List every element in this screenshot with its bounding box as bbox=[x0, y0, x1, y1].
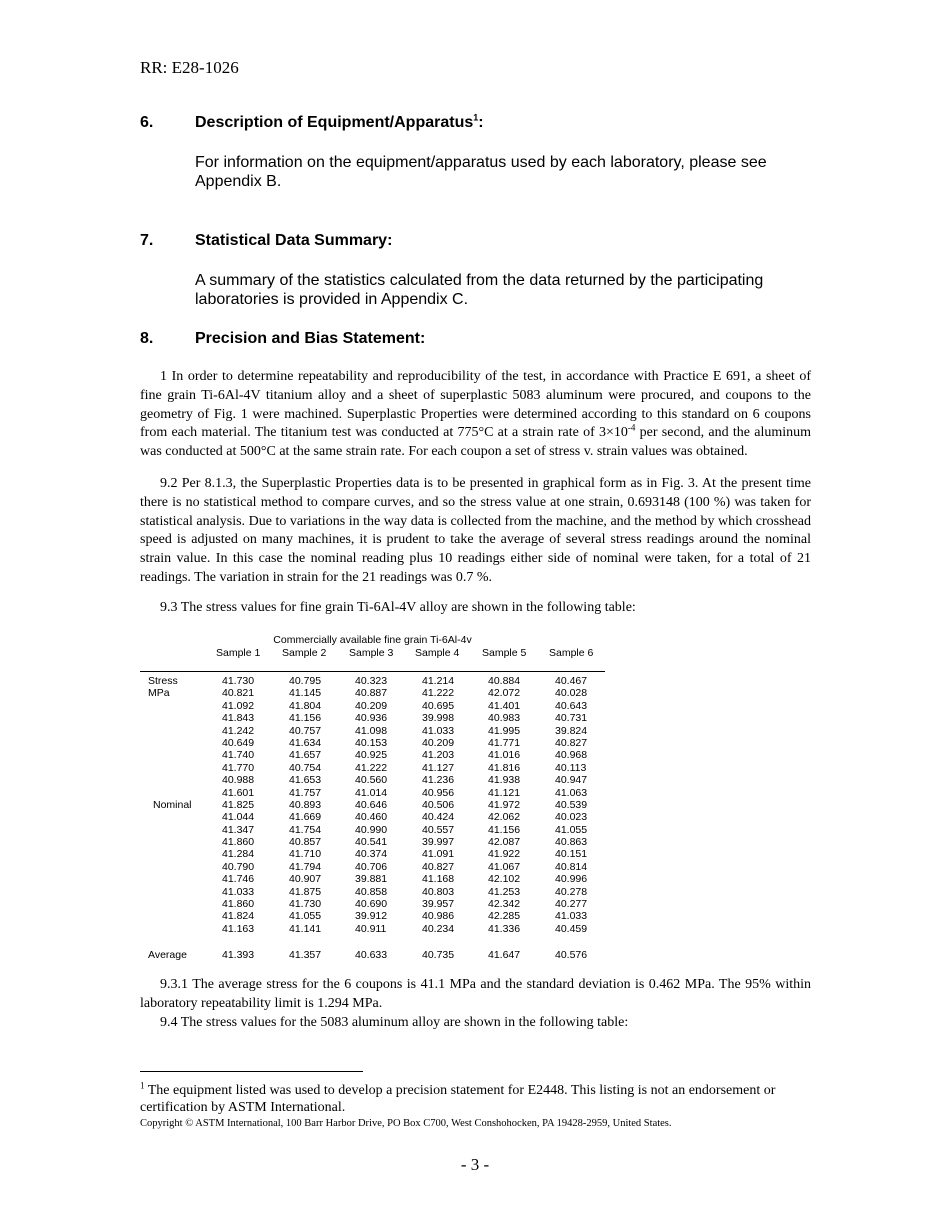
paragraph-9-3: 9.3 The stress values for fine grain Ti-6Al-4V alloy are shown in the following table: bbox=[160, 600, 636, 615]
table-row bbox=[140, 848, 605, 860]
table-body bbox=[140, 675, 605, 935]
table-cell: 40.506 bbox=[422, 798, 455, 811]
table-cell: 39.912 bbox=[355, 910, 388, 923]
table-cell: 40.947 bbox=[555, 774, 588, 787]
table-cell: 41.014 bbox=[355, 786, 388, 799]
table-cell: 40.113 bbox=[555, 761, 587, 774]
table-cell: 40.459 bbox=[555, 922, 588, 935]
table-cell: 41.730 bbox=[222, 675, 255, 687]
table-cell: 40.803 bbox=[422, 885, 455, 898]
row-label: Nominal bbox=[153, 798, 192, 811]
paragraph-9-3-1: 9.3.1 The average stress for the 6 coupons is 41.1 MPa and the standard deviation is 0.462 MPa. The 95% within laboratory repeatability limit is 1.294 MPa. bbox=[140, 977, 811, 1011]
table-row bbox=[140, 712, 605, 724]
table-cell: 41.055 bbox=[289, 910, 322, 923]
table-cell: 40.968 bbox=[555, 749, 588, 762]
table-cell: 40.925 bbox=[355, 749, 388, 762]
table-cell: 40.646 bbox=[355, 798, 388, 811]
table-cell: 41.746 bbox=[222, 873, 255, 886]
table-cell: 41.121 bbox=[488, 786, 521, 799]
table-cell: 42.062 bbox=[488, 811, 521, 824]
table-cell: 40.374 bbox=[355, 848, 388, 861]
table-cell: 42.102 bbox=[488, 873, 521, 886]
table-row bbox=[140, 749, 605, 761]
table-cell: 41.044 bbox=[222, 811, 255, 824]
table-cell: 40.757 bbox=[289, 724, 322, 737]
table-cell: 40.541 bbox=[355, 836, 388, 849]
table-cell: 39.997 bbox=[422, 836, 455, 849]
table-cell: 41.203 bbox=[422, 749, 455, 762]
table-cell: 41.033 bbox=[422, 724, 455, 737]
average-cell: 40.633 bbox=[355, 949, 388, 961]
table-cell: 40.814 bbox=[555, 860, 588, 873]
table-cell: 40.907 bbox=[289, 873, 322, 886]
table-cell: 41.804 bbox=[289, 699, 322, 712]
table-row bbox=[140, 774, 605, 786]
table-row bbox=[140, 824, 605, 836]
table-row bbox=[140, 762, 605, 774]
table-row bbox=[140, 836, 605, 848]
table-cell: 41.214 bbox=[422, 675, 455, 687]
table-cell: 41.938 bbox=[488, 774, 521, 787]
table-cell: 42.087 bbox=[488, 836, 521, 849]
table-cell: 41.033 bbox=[222, 885, 255, 898]
table-row bbox=[140, 737, 605, 749]
table-cell: 40.643 bbox=[555, 699, 588, 712]
table-cell: 41.669 bbox=[289, 811, 322, 824]
table-row bbox=[140, 898, 605, 910]
paragraph-9-2: 9.2 Per 8.1.3, the Superplastic Properties data is to be presented in graphical form as in Fig. 3. At the present time there is no statistical method to compare curves, and so the stress value at one strain, 0.693148 (100 %) was taken for statistical analysis. Due to variations in the way data is collected from the machine, and the method by which crosshead speed is adjusted on many machines, it is prudent to take the average of several stress readings around the nominal strain value. In this case the nominal reading plus 10 readings either side of nominal were taken, for a total of 21 readings. The variation in strain for the 21 readings was 0.7 %. bbox=[140, 476, 811, 585]
table-cell: 41.995 bbox=[488, 724, 521, 737]
table-cell: 41.336 bbox=[488, 922, 521, 935]
table-cell: 40.996 bbox=[555, 873, 588, 886]
table-cell: 40.956 bbox=[422, 786, 455, 799]
table-cell: 40.424 bbox=[422, 811, 455, 824]
average-cell: 40.576 bbox=[555, 949, 588, 961]
table-cell: 40.988 bbox=[222, 774, 255, 787]
table-cell: 39.881 bbox=[355, 873, 388, 886]
table-cell: 41.127 bbox=[422, 761, 455, 774]
table-cell: 41.875 bbox=[289, 885, 322, 898]
table-cell: 39.957 bbox=[422, 898, 455, 911]
table-cell: 40.827 bbox=[422, 860, 455, 873]
table-cell: 41.092 bbox=[222, 699, 255, 712]
table-cell: 41.601 bbox=[222, 786, 255, 799]
section-7-title: Statistical Data Summary: bbox=[195, 232, 393, 249]
table-row bbox=[140, 687, 605, 699]
table-cell: 40.649 bbox=[222, 736, 255, 749]
table-cell: 41.824 bbox=[222, 910, 255, 923]
footnote: $^1$ The equipment listed was used to develop a precision statement for E2448. This listing is not an endorsement or certification by ASTM International. bbox=[140, 1080, 776, 1115]
table-cell: 41.347 bbox=[222, 823, 255, 836]
table-cell: 40.153 bbox=[355, 736, 388, 749]
table-row bbox=[140, 923, 605, 935]
table-cell: 40.857 bbox=[289, 836, 322, 849]
table-cell: 40.731 bbox=[555, 712, 588, 725]
paragraph-9-4: 9.4 The stress values for the 5083 aluminum alloy are shown in the following table: bbox=[160, 1015, 629, 1030]
table-cell: 40.467 bbox=[555, 675, 588, 687]
table-cell: 42.072 bbox=[488, 687, 521, 700]
table-cell: 40.539 bbox=[555, 798, 588, 811]
table-cell: 40.827 bbox=[555, 736, 588, 749]
table-cell: 40.884 bbox=[488, 675, 521, 687]
header-sample-6: Sample 6 bbox=[549, 647, 594, 659]
average-cell: 41.357 bbox=[289, 949, 322, 961]
table-cell: 41.816 bbox=[488, 761, 521, 774]
table-cell: 41.222 bbox=[422, 687, 455, 700]
table-cell: 40.323 bbox=[355, 675, 388, 687]
table-row bbox=[140, 886, 605, 898]
section-8-title: Precision and Bias Statement: bbox=[195, 330, 426, 347]
table-cell: 41.770 bbox=[222, 761, 255, 774]
table-cell: 41.860 bbox=[222, 898, 255, 911]
table-cell: 41.401 bbox=[488, 699, 521, 712]
table-cell: 40.790 bbox=[222, 860, 255, 873]
table-row bbox=[140, 811, 605, 823]
document-id: RR: E28-1026 bbox=[140, 58, 239, 77]
section-6-title: Description of Equipment/Apparatus$^1$: bbox=[195, 112, 484, 131]
row-label: MPa bbox=[148, 687, 170, 700]
header-sample-2: Sample 2 bbox=[282, 647, 327, 659]
table-cell: 40.754 bbox=[289, 761, 322, 774]
table-cell: 41.710 bbox=[289, 848, 322, 861]
table-cell: 41.653 bbox=[289, 774, 322, 787]
table-cell: 41.284 bbox=[222, 848, 255, 861]
table-cell: 41.067 bbox=[488, 860, 521, 873]
table-cell: 41.972 bbox=[488, 798, 521, 811]
table-cell: 41.033 bbox=[555, 910, 588, 923]
table-cell: 40.690 bbox=[355, 898, 388, 911]
table-cell: 40.983 bbox=[488, 712, 521, 725]
table-cell: 41.860 bbox=[222, 836, 255, 849]
table-row bbox=[140, 725, 605, 737]
table-cell: 40.028 bbox=[555, 687, 588, 700]
table-row bbox=[140, 675, 605, 687]
table-cell: 41.222 bbox=[355, 761, 388, 774]
table-cell: 40.986 bbox=[422, 910, 455, 923]
table-row bbox=[140, 799, 605, 811]
section-6-number: 6. bbox=[140, 114, 154, 131]
section-7-body: A summary of the statistics calculated from the data returned by the participating laboratories is provided in Appendix C. bbox=[195, 272, 764, 308]
row-label: Stress bbox=[148, 675, 178, 687]
average-label: Average bbox=[148, 949, 187, 961]
table-cell: 40.209 bbox=[422, 736, 455, 749]
header-sample-4: Sample 4 bbox=[415, 647, 460, 659]
table-row bbox=[140, 861, 605, 873]
table-cell: 40.795 bbox=[289, 675, 322, 687]
table-cell: 41.145 bbox=[289, 687, 322, 700]
header-sample-1: Sample 1 bbox=[216, 647, 261, 659]
table-cell: 41.168 bbox=[422, 873, 455, 886]
table-cell: 41.657 bbox=[289, 749, 322, 762]
average-cell: 41.393 bbox=[222, 949, 255, 961]
table-cell: 41.757 bbox=[289, 786, 322, 799]
table-row bbox=[140, 910, 605, 922]
table-row bbox=[140, 787, 605, 799]
average-cell: 41.647 bbox=[488, 949, 521, 961]
table-cell: 40.023 bbox=[555, 811, 588, 824]
table-cell: 41.163 bbox=[222, 922, 255, 935]
table-cell: 40.858 bbox=[355, 885, 388, 898]
table-cell: 41.794 bbox=[289, 860, 322, 873]
table-cell: 41.091 bbox=[422, 848, 455, 861]
table-cell: 40.893 bbox=[289, 798, 322, 811]
footnote-rule bbox=[140, 1071, 363, 1072]
table-row bbox=[140, 873, 605, 885]
table-cell: 41.843 bbox=[222, 712, 255, 725]
section-6-body: For information on the equipment/apparatus used by each laboratory, please see Appendix B. bbox=[195, 154, 767, 190]
table-cell: 39.824 bbox=[555, 724, 588, 737]
table-cell: 41.063 bbox=[555, 786, 588, 799]
section-8-number: 8. bbox=[140, 330, 154, 347]
table-cell: 40.821 bbox=[222, 687, 255, 700]
table-cell: 42.342 bbox=[488, 898, 521, 911]
table-cell: 40.936 bbox=[355, 712, 388, 725]
table-cell: 41.141 bbox=[289, 922, 322, 935]
table-cell: 41.825 bbox=[222, 798, 255, 811]
table-cell: 41.754 bbox=[289, 823, 322, 836]
copyright-notice: Copyright © ASTM International, 100 Barr Harbor Drive, PO Box C700, West Conshohocken, PA 19428-2959, United States. bbox=[140, 1118, 672, 1129]
table-cell: 40.887 bbox=[355, 687, 388, 700]
table-cell: 41.055 bbox=[555, 823, 588, 836]
section-7-number: 7. bbox=[140, 232, 154, 249]
table-cell: 41.634 bbox=[289, 736, 322, 749]
table-average-row bbox=[140, 949, 605, 963]
table-cell: 40.911 bbox=[355, 922, 387, 935]
paragraph-1: 1 In order to determine repeatability and reproducibility of the test, in accordance with Practice E 691, a sheet of fine grain Ti-6Al-4V titanium alloy and a sheet of superplastic 5083 aluminum were procured, and coupons to the geometry of Fig. 1 were machined. Superplastic Properties were determined according to this standard on 6 coupons from each material. The titanium test was conducted at 775°C at a strain rate of $3\times 10^{-4}$ per second, and the aluminum was conducted at 500°C at the same strain rate. For each coupon a set of stress v. strain values was obtained. bbox=[140, 369, 812, 460]
table-header-rule bbox=[140, 671, 605, 672]
table-row bbox=[140, 700, 605, 712]
table-cell: 41.156 bbox=[488, 823, 521, 836]
table-caption: Commercially available fine grain Ti-6Al-4v bbox=[273, 634, 472, 646]
table-cell: 41.236 bbox=[422, 774, 455, 787]
table-cell: 41.730 bbox=[289, 898, 322, 911]
table-cell: 40.234 bbox=[422, 922, 455, 935]
table-cell: 40.460 bbox=[355, 811, 388, 824]
table-cell: 42.285 bbox=[488, 910, 521, 923]
table-cell: 40.278 bbox=[555, 885, 588, 898]
average-cell: 40.735 bbox=[422, 949, 455, 961]
table-cell: 40.706 bbox=[355, 860, 388, 873]
page-number: - 3 - bbox=[460, 1155, 490, 1174]
table-cell: 40.560 bbox=[355, 774, 388, 787]
table-cell: 40.151 bbox=[555, 848, 588, 861]
table-cell: 41.242 bbox=[222, 724, 255, 737]
table-cell: 41.253 bbox=[488, 885, 521, 898]
table-cell: 40.863 bbox=[555, 836, 588, 849]
table-cell: 40.990 bbox=[355, 823, 388, 836]
table-cell: 39.998 bbox=[422, 712, 455, 725]
table-cell: 41.771 bbox=[488, 736, 521, 749]
table-cell: 41.016 bbox=[488, 749, 521, 762]
header-sample-3: Sample 3 bbox=[349, 647, 394, 659]
table-cell: 40.209 bbox=[355, 699, 388, 712]
table-cell: 41.740 bbox=[222, 749, 255, 762]
table-cell: 41.922 bbox=[488, 848, 521, 861]
table-cell: 40.557 bbox=[422, 823, 455, 836]
table-cell: 40.277 bbox=[555, 898, 588, 911]
header-sample-5: Sample 5 bbox=[482, 647, 527, 659]
table-cell: 41.098 bbox=[355, 724, 388, 737]
table-cell: 40.695 bbox=[422, 699, 455, 712]
table-cell: 41.156 bbox=[289, 712, 322, 725]
